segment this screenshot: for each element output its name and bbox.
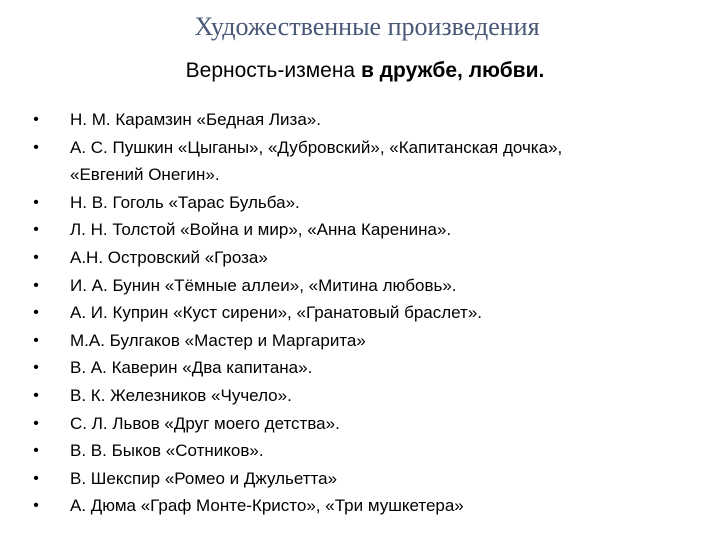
list-item-text: М.А. Булгаков «Мастер и Маргарита» [70,330,366,350]
list-item [30,106,710,134]
slide-title: Художественные произведения [194,12,540,41]
list-item [30,216,710,244]
list-item [30,272,710,300]
subtitle-bold-text: в дружбе, любви. [360,59,545,82]
list-item [30,354,710,382]
bullet-icon: • [33,386,39,404]
list-item [30,382,710,410]
works-list [30,106,710,520]
list-item-text: А. И. Куприн «Куст сирени», «Гранатовый браслет». [70,303,483,323]
list-item-text: В. К. Железников «Чучело». [70,385,292,405]
bullet-icon: • [33,359,39,377]
list-item-text: В. Шекспир «Ромео и Джульетта» [70,468,338,488]
slide-subtitle [0,56,720,86]
bullet-icon: • [33,111,39,128]
list-item-text: В. А. Каверин «Два капитана». [70,358,313,378]
list-item [30,437,710,465]
bullet-icon: • [33,414,39,432]
list-item-text: Н. В. Гоголь «Тарас Бульба». [70,192,300,212]
bullet-icon: • [33,138,39,156]
list-item-text: А. С. Пушкин «Цыганы», «Дубровский», «Капитанская дочка», [70,137,563,157]
list-item-text: В. В. Быков «Сотников». [70,441,264,461]
list-item-text: Н. М. Карамзин «Бедная Лиза». [70,110,321,129]
bullet-icon: • [33,193,39,211]
list-item-text: Л. Н. Толстой «Война и мир», «Анна Каренина». [70,220,452,240]
list-item [30,244,710,272]
list-item [30,492,710,520]
list-item-text: А.Н. Островский «Гроза» [70,247,268,267]
list-item [30,465,710,493]
list-item [30,327,710,355]
bullet-icon: • [33,469,39,487]
list-item [30,189,710,217]
list-item [30,299,710,327]
list-item-text: И. А. Бунин «Тёмные аллеи», «Митина любовь». [70,275,457,295]
list-item [30,410,710,438]
bullet-icon: • [33,497,39,515]
list-item-text: А. Дюма «Граф Монте-Кристо», «Три мушкетера» [70,496,464,516]
bullet-icon: • [33,331,39,349]
list-item-text-continued: «Евгений Онегин». [70,165,220,185]
bullet-icon: • [33,304,39,322]
bullet-icon: • [33,248,39,266]
bullet-icon: • [33,221,39,239]
bullet-icon: • [33,442,39,460]
bullet-icon: • [33,276,39,294]
list-item [30,134,710,189]
list-item-text: С. Л. Львов «Друг моего детства». [70,413,340,433]
subtitle-normal-text: Верность-измена [185,59,361,82]
